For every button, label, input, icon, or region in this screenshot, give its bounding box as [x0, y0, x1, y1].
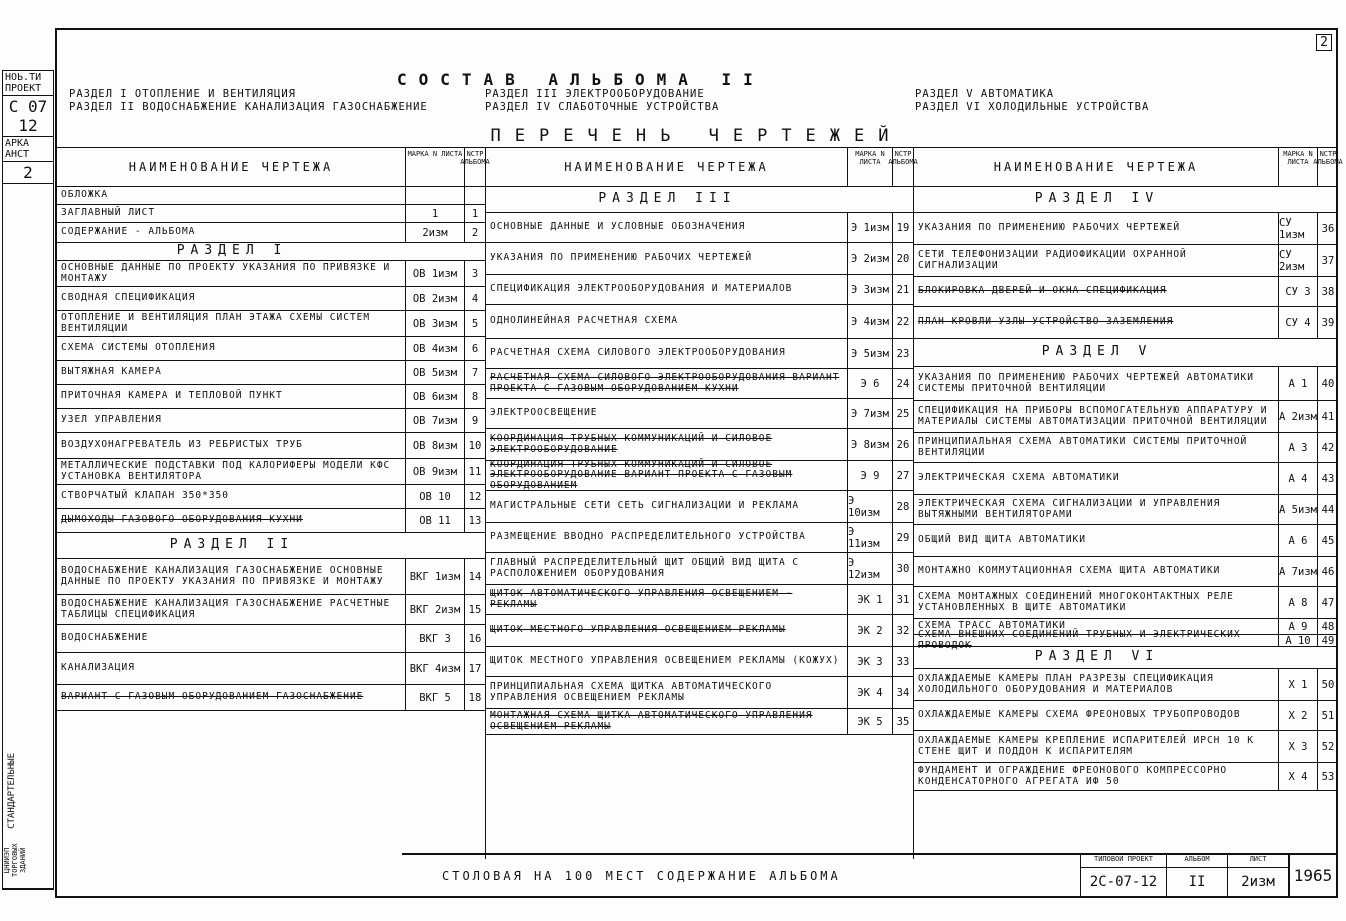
drawing-mark: 1: [405, 205, 464, 222]
drawing-name: РАЗДЕЛ VI: [1034, 649, 1160, 665]
drawing-mark: [1280, 187, 1318, 212]
drawing-name: СХЕМА ТРАСС АВТОМАТИКИ: [918, 620, 1066, 632]
header-mark: МАРКА N ЛИСТА: [405, 148, 464, 186]
drawing-page: 22: [892, 305, 913, 338]
drawings-list-title: ПЕРЕЧЕНЬ ЧЕРТЕЖЕЙ: [490, 126, 903, 146]
drawing-mark: ОВ 8изм: [405, 433, 464, 458]
drawing-row: [486, 647, 913, 677]
drawing-page: 43: [1317, 463, 1338, 494]
drawing-row: [914, 367, 1338, 401]
section-line: РАЗДЕЛ V АВТОМАТИКА: [915, 88, 1055, 100]
album-label: АЛЬБОМ: [1167, 855, 1227, 868]
drawing-name: ВАРИАНТ С ГАЗОВЫМ ОБОРУДОВАНИЕМ ГАЗОСНАБЖЕНИЕ: [61, 691, 364, 703]
drawing-page: 37: [1317, 245, 1338, 276]
drawing-row: [914, 495, 1338, 525]
drawing-name: ЭЛЕКТРИЧЕСКАЯ СХЕМА СИГНАЛИЗАЦИИ И УПРАВЛЕНИЯ ВЫТЯЖНЫМИ ВЕНТИЛЯТОРАМИ: [918, 498, 1221, 520]
drawing-name: ОХЛАЖДАЕМЫЕ КАМЕРЫ КРЕПЛЕНИЕ ИСПАРИТЕЛЕЙ ИРСН 10 К СТЕНЕ ЩИТ И ПОДДОН К ИСПАРИТЕЛЯМ: [918, 735, 1254, 757]
drawing-page: 18: [464, 685, 485, 710]
drawing-name: ОХЛАЖДАЕМЫЕ КАМЕРЫ ПЛАН РАЗРЕЗЫ СПЕЦИФИКАЦИЯ ХОЛОДИЛЬНОГО ОБОРУДОВАНИЯ И МАТЕРИАЛОВ: [918, 673, 1214, 695]
section-row: [914, 187, 1338, 213]
drawing-name: РАЗДЕЛ V: [1041, 344, 1153, 360]
drawing-page: 35: [892, 709, 913, 734]
header-mark: МАРКА N ЛИСТА: [1278, 148, 1317, 186]
side-project-number: С 07 12: [3, 96, 53, 137]
drawing-row: [486, 339, 913, 369]
drawing-mark: ОВ 10: [405, 485, 464, 508]
drawing-row: [914, 307, 1338, 339]
drawing-page: 25: [892, 399, 913, 428]
drawing-row: [57, 409, 485, 433]
drawing-page: 17: [464, 653, 485, 684]
drawing-page: 4: [464, 287, 485, 310]
side-project-label: НОЬ.ТИ ПРОЕКТ: [3, 71, 53, 96]
header-mark: МАРКА N ЛИСТА: [847, 148, 892, 186]
section-line: РАЗДЕЛ I ОТОПЛЕНИЕ И ВЕНТИЛЯЦИЯ: [69, 88, 296, 100]
drawing-mark: Э 10изм: [847, 491, 892, 522]
drawing-row: [57, 361, 485, 385]
drawing-page: [893, 187, 913, 212]
drawing-name: ЩИТОК АВТОМАТИЧЕСКОГО УПРАВЛЕНИЯ ОСВЕЩЕНИЕМ - РЕКЛАМЫ: [490, 588, 793, 610]
drawing-row: [914, 401, 1338, 433]
drawing-row: [57, 559, 485, 595]
drawing-page: 8: [464, 385, 485, 408]
drawing-mark: А 10: [1278, 635, 1317, 646]
drawing-mark: А 8: [1278, 587, 1317, 618]
drawing-name: ВОДОСНАБЖЕНИЕ КАНАЛИЗАЦИЯ ГАЗОСНАБЖЕНИЕ ОСНОВНЫЕ ДАННЫЕ ПО ПРОЕКТУ УКАЗАНИЯ ПО ПРИВЯЗКЕ И МОНТАЖУ: [61, 565, 384, 587]
drawing-page: 19: [892, 213, 913, 242]
drawing-mark: [849, 187, 893, 212]
drawing-mark: ОВ 11: [405, 509, 464, 532]
drawing-sheet: [55, 28, 1343, 898]
drawing-name: КООРДИНАЦИЯ ТРУБНЫХ КОММУНИКАЦИЙ И СИЛОВОЕ ЭЛЕКТРООБОРУДОВАНИЕ: [490, 433, 773, 455]
drawing-row: [486, 553, 913, 585]
drawing-name: СХЕМА МОНТАЖНЫХ СОЕДИНЕНИЙ МНОГОКОНТАКТНЫХ РЕЛЕ УСТАНОВЛЕННЫХ В ЩИТЕ АВТОМАТИКИ: [918, 591, 1234, 613]
section-line: РАЗДЕЛ VI ХОЛОДИЛЬНЫЕ УСТРОЙСТВА: [915, 101, 1150, 113]
drawing-row: [914, 701, 1338, 731]
drawing-mark: ЭК 3: [847, 647, 892, 676]
drawing-mark: Х 1: [1278, 669, 1317, 700]
drawing-name: ЩИТОК МЕСТНОГО УПРАВЛЕНИЯ ОСВЕЩЕНИЕМ РЕКЛАМЫ (КОЖУХ): [490, 655, 840, 667]
drawing-row: [57, 433, 485, 459]
drawing-page: 24: [892, 369, 913, 398]
drawing-row: [914, 629, 1338, 651]
drawing-name: ПЛАН КРОВЛИ УЗЛЫ УСТРОЙСТВО ЗАЗЕМЛЕНИЯ: [918, 316, 1174, 328]
drawing-page: 48: [1317, 619, 1338, 634]
side-rotated-text: СТАНДАРТЕЛЬНЫЕ: [7, 753, 17, 829]
sections-mid: [485, 88, 719, 114]
drawing-page: [1318, 187, 1338, 212]
drawing-mark: А 7изм: [1278, 557, 1317, 586]
drawing-name: СПЕЦИФИКАЦИЯ НА ПРИБОРЫ ВСПОМОГАТЕЛЬНУЮ АППАРАТУРУ И МАТЕРИАЛЫ СИСТЕМЫ АВТОМАТИЗАЦИИ ПРИТОЧНОЙ ВЕНТИЛЯЦИИ: [918, 405, 1268, 427]
drawing-row: [57, 685, 485, 711]
drawing-mark: ОВ 4изм: [405, 337, 464, 360]
institute-stamp: ЦНИИЭП ТОРГОВЫХ ЗДАНИЙ: [3, 833, 53, 889]
drawing-mark: ОВ 3изм: [405, 311, 464, 336]
drawing-row: [914, 463, 1338, 495]
album-title: СОСТАВ АЛЬБОМА II: [397, 70, 765, 89]
drawing-page: 52: [1317, 731, 1338, 762]
drawing-page: 26: [892, 429, 913, 460]
drawing-name: БЛОКИРОВКА ДВЕРЕЙ И ОКНА СПЕЦИФИКАЦИЯ: [918, 285, 1167, 297]
drawing-name: ЭЛЕКТРИЧЕСКАЯ СХЕМА АВТОМАТИКИ: [918, 472, 1120, 484]
drawing-row: [914, 245, 1338, 277]
section-line: РАЗДЕЛ II ВОДОСНАБЖЕНИЕ КАНАЛИЗАЦИЯ ГАЗОСНАБЖЕНИЕ: [69, 101, 428, 113]
drawing-name: РАЗДЕЛ I: [176, 243, 288, 259]
drawing-mark: Х 2: [1278, 701, 1317, 730]
drawing-name: ЗАГЛАВНЫЙ ЛИСТ: [61, 207, 156, 219]
drawings-column-1: [57, 147, 490, 859]
drawing-row: [914, 213, 1338, 245]
header-name: НАИМЕНОВАНИЕ ЧЕРТЕЖА: [993, 160, 1199, 174]
drawing-page: 49: [1317, 635, 1338, 646]
drawing-name: РАЗДЕЛ IV: [1034, 191, 1160, 207]
drawing-mark: ВКГ 2изм: [405, 595, 464, 624]
drawing-name: СВОДНАЯ СПЕЦИФИКАЦИЯ: [61, 292, 196, 304]
drawing-name: ОХЛАЖДАЕМЫЕ КАМЕРЫ СХЕМА ФРЕОНОВЫХ ТРУБОПРОВОДОВ: [918, 709, 1241, 721]
side-stamp-column: [2, 70, 54, 890]
drawing-name: ЩИТОК МЕСТНОГО УПРАВЛЕНИЯ ОСВЕЩЕНИЕМ РЕКЛАМЫ: [490, 624, 786, 636]
drawing-page: 41: [1317, 401, 1338, 432]
section-row: [914, 647, 1338, 669]
drawing-page: 3: [464, 261, 485, 286]
drawing-page: 40: [1317, 367, 1338, 400]
drawing-mark: А 2изм: [1278, 401, 1317, 432]
drawing-page: 50: [1317, 669, 1338, 700]
drawing-row: [486, 585, 913, 615]
drawing-row: [914, 557, 1338, 587]
drawing-name: МОНТАЖНО КОММУТАЦИОННАЯ СХЕМА ЩИТА АВТОМАТИКИ: [918, 565, 1221, 577]
drawing-name: РАЗДЕЛ III: [598, 191, 737, 207]
drawing-row: [914, 525, 1338, 557]
drawing-row: [486, 458, 913, 491]
drawing-row: [57, 287, 485, 311]
drawing-row: [914, 731, 1338, 763]
drawing-page: [465, 533, 485, 558]
drawing-name: ВОДОСНАБЖЕНИЕ: [61, 632, 149, 644]
drawing-name: ПРИТОЧНАЯ КАМЕРА И ТЕПЛОВОЙ ПУНКТ: [61, 390, 283, 402]
drawing-row: [57, 385, 485, 409]
drawing-name: ЭЛЕКТРООСВЕЩЕНИЕ: [490, 407, 598, 419]
section-row: [57, 243, 485, 261]
drawing-page: 5: [464, 311, 485, 336]
drawing-page: 16: [464, 625, 485, 652]
drawing-row: [486, 275, 913, 305]
drawing-page: 14: [464, 559, 485, 594]
title-block-album: [1166, 855, 1227, 896]
drawing-name: УКАЗАНИЯ ПО ПРИМЕНЕНИЮ РАБОЧИХ ЧЕРТЕЖЕЙ АВТОМАТИКИ СИСТЕМЫ ПРИТОЧНОЙ ВЕНТИЛЯЦИИ: [918, 372, 1254, 394]
drawing-page: [1318, 339, 1338, 366]
drawing-row: [57, 187, 485, 205]
sections-right: [915, 88, 1149, 114]
drawing-page: 42: [1317, 433, 1338, 462]
drawing-mark: [407, 243, 465, 260]
drawing-page: [465, 243, 485, 260]
drawing-page: 34: [892, 677, 913, 708]
sheet-value: 2изм: [1241, 874, 1275, 890]
drawing-name: ОСНОВНЫЕ ДАННЫЕ И УСЛОВНЫЕ ОБОЗНАЧЕНИЯ: [490, 221, 746, 233]
drawing-mark: [405, 187, 464, 204]
drawing-mark: Э 3изм: [847, 275, 892, 304]
drawing-page: 53: [1317, 763, 1338, 790]
title-block: [402, 853, 1336, 896]
section-line: РАЗДЕЛ IV СЛАБОТОЧНЫЕ УСТРОЙСТВА: [485, 101, 720, 113]
drawing-row: [57, 261, 485, 287]
drawing-page: 32: [892, 615, 913, 646]
drawing-mark: А 3: [1278, 433, 1317, 462]
drawing-name: УЗЕЛ УПРАВЛЕНИЯ: [61, 414, 162, 426]
drawing-row: [486, 615, 913, 647]
drawing-page: 11: [464, 459, 485, 484]
drawing-row: [914, 587, 1338, 619]
drawing-name: ДЫМОХОДЫ ГАЗОВОГО ОБОРУДОВАНИЯ КУХНИ: [61, 514, 303, 526]
drawing-page: 1: [464, 205, 485, 222]
drawing-mark: ОВ 7изм: [405, 409, 464, 432]
drawing-mark: ЭК 2: [847, 615, 892, 646]
drawing-name: УКАЗАНИЯ ПО ПРИМЕНЕНИЮ РАБОЧИХ ЧЕРТЕЖЕЙ: [490, 252, 753, 264]
drawing-page: 36: [1317, 213, 1338, 244]
drawing-name: ОТОПЛЕНИЕ И ВЕНТИЛЯЦИЯ ПЛАН ЭТАЖА СХЕМЫ СИСТЕМ ВЕНТИЛЯЦИИ: [61, 312, 371, 334]
drawing-mark: [407, 533, 465, 558]
drawing-row: [57, 337, 485, 361]
section-row: [486, 187, 913, 213]
drawing-mark: ОВ 5изм: [405, 361, 464, 384]
drawing-page: 51: [1317, 701, 1338, 730]
drawing-page: 39: [1317, 307, 1338, 338]
drawing-mark: Э 9: [847, 461, 892, 490]
drawing-row: [486, 369, 913, 399]
drawing-row: [486, 523, 913, 553]
drawing-name: МОНТАЖНАЯ СХЕМА ЩИТКА АВТОМАТИЧЕСКОГО УПРАВЛЕНИЯ ОСВЕЩЕНИЕМ РЕКЛАМЫ: [490, 710, 813, 732]
page-number: 2: [1316, 34, 1332, 51]
drawing-name: РАСЧЕТНАЯ СХЕМА СИЛОВОГО ЭЛЕКТРООБОРУДОВАНИЯ: [490, 347, 786, 359]
drawing-row: [486, 677, 913, 709]
title-block-project: [1080, 855, 1166, 896]
project-value: 2С-07-12: [1089, 874, 1158, 890]
drawing-mark: СУ 3: [1278, 277, 1317, 306]
drawings-column-2: [485, 147, 918, 859]
drawing-row: [57, 205, 485, 223]
drawing-mark: Э 8изм: [847, 429, 892, 460]
drawing-name: РАСЧЕТНАЯ СХЕМА СИЛОВОГО ЭЛЕКТРООБОРУДОВАНИЯ ВАРИАНТ ПРОЕКТА С ГАЗОВЫМ ОБОРУДОВАНИЕМ КУХНИ: [490, 372, 840, 394]
header-name: НАИМЕНОВАНИЕ ЧЕРТЕЖА: [128, 160, 334, 174]
drawing-name: СОДЕРЖАНИЕ - АЛЬБОМА: [61, 226, 196, 238]
drawing-page: 12: [464, 485, 485, 508]
header-sheet: NСТР АЛЬБОМА: [892, 148, 913, 186]
album-value: II: [1188, 874, 1206, 890]
drawing-row: [914, 277, 1338, 307]
drawing-mark: А 4: [1278, 463, 1317, 494]
drawing-name: СПЕЦИФИКАЦИЯ ЭЛЕКТРООБОРУДОВАНИЯ И МАТЕРИАЛОВ: [490, 283, 793, 295]
drawing-mark: Э 1изм: [847, 213, 892, 242]
title-block-name: СТОЛОВАЯ НА 100 МЕСТ СОДЕРЖАНИЕ АЛЬБОМА: [442, 868, 841, 883]
drawing-name: ФУНДАМЕНТ И ОГРАЖДЕНИЕ ФРЕОНОВОГО КОМПРЕССОРНО КОНДЕНСАТОРНОГО АГРЕГАТА ИФ 50: [918, 765, 1228, 787]
drawing-page: 38: [1317, 277, 1338, 306]
drawing-mark: Э 5изм: [847, 339, 892, 368]
drawing-name: ОДНОЛИНЕЙНАЯ РАСЧЕТНАЯ СХЕМА: [490, 315, 679, 327]
drawings-column-3: [913, 147, 1343, 859]
drawing-name: ПРИНЦИПИАЛЬНАЯ СХЕМА АВТОМАТИКИ СИСТЕМЫ ПРИТОЧНОЙ ВЕНТИЛЯЦИИ: [918, 436, 1248, 458]
drawing-row: [57, 625, 485, 653]
album-composition: [57, 68, 1336, 113]
drawing-row: [57, 485, 485, 509]
column-header: [486, 148, 918, 187]
drawing-name: ОБЩИЙ ВИД ЩИТА АВТОМАТИКИ: [918, 534, 1086, 546]
drawing-page: 46: [1317, 557, 1338, 586]
drawing-name: ОСНОВНЫЕ ДАННЫЕ ПО ПРОЕКТУ УКАЗАНИЯ ПО ПРИВЯЗКЕ И МОНТАЖУ: [61, 262, 391, 284]
drawing-page: 27: [892, 461, 913, 490]
drawing-page: 7: [464, 361, 485, 384]
drawing-page: 33: [892, 647, 913, 676]
drawing-name: ГЛАВНЫЙ РАСПРЕДЕЛИТЕЛЬНЫЙ ЩИТ ОБЩИЙ ВИД ЩИТА С РАСПОЛОЖЕНИЕМ ОБОРУДОВАНИЯ: [490, 557, 800, 579]
drawing-mark: ЭК 1: [847, 585, 892, 614]
section-row: [57, 533, 485, 559]
drawing-name: КАНАЛИЗАЦИЯ: [61, 662, 135, 674]
column-header: [57, 148, 490, 187]
side-album-label: АРКА АНСТ: [3, 137, 53, 162]
drawing-name: КООРДИНАЦИЯ ТРУБНЫХ КОММУНИКАЦИЙ И СИЛОВОЕ ЭЛЕКТРООБОРУДОВАНИЕ ВАРИАНТ ПРОЕКТА С ГАЗОВЫМ ОБОРУДОВАНИЕМ: [490, 458, 793, 491]
drawing-row: [914, 669, 1338, 701]
drawing-row: [914, 763, 1338, 791]
drawing-name: ВОЗДУХОНАГРЕВАТЕЛЬ ИЗ РЕБРИСТЫХ ТРУБ: [61, 439, 303, 451]
drawing-page: 9: [464, 409, 485, 432]
drawing-name: УКАЗАНИЯ ПО ПРИМЕНЕНИЮ РАБОЧИХ ЧЕРТЕЖЕЙ: [918, 222, 1181, 234]
drawing-name: РАЗДЕЛ II: [169, 537, 295, 553]
header-name: НАИМЕНОВАНИЕ ЧЕРТЕЖА: [564, 160, 769, 174]
drawing-name: ВЫТЯЖНАЯ КАМЕРА: [61, 366, 162, 378]
drawing-mark: ЭК 4: [847, 677, 892, 708]
drawing-page: 20: [892, 243, 913, 274]
drawing-name: ВОДОСНАБЖЕНИЕ КАНАЛИЗАЦИЯ ГАЗОСНАБЖЕНИЕ РАСЧЕТНЫЕ ТАБЛИЦЫ СПЕЦИФИКАЦИЯ: [61, 598, 391, 620]
project-label: ТИПОВОЙ ПРОЕКТ: [1081, 855, 1166, 868]
drawing-row: [486, 305, 913, 339]
drawing-row: [486, 243, 913, 275]
drawing-mark: Э 2изм: [847, 243, 892, 274]
drawing-name: СЕТИ ТЕЛЕФОНИЗАЦИИ РАДИОФИКАЦИИ ОХРАННОЙ СИГНАЛИЗАЦИИ: [918, 249, 1187, 271]
drawing-name: МЕТАЛЛИЧЕСКИЕ ПОДСТАВКИ ПОД КАЛОРИФЕРЫ МОДЕЛИ КФС УСТАНОВКА ВЕНТИЛЯТОРА: [61, 460, 391, 482]
drawing-name: МАГИСТРАЛЬНЫЕ СЕТИ СЕТЬ СИГНАЛИЗАЦИИ И РЕКЛАМА: [490, 500, 800, 512]
drawing-page: [1318, 647, 1338, 668]
drawing-name: РАЗМЕЩЕНИЕ ВВОДНО РАСПРЕДЕЛИТЕЛЬНОГО УСТРОЙСТВА: [490, 531, 806, 543]
drawing-mark: ВКГ 3: [405, 625, 464, 652]
drawing-name: СТВОРЧАТЫЙ КЛАПАН 350*350: [61, 490, 229, 502]
drawing-mark: Э 12изм: [847, 553, 892, 584]
drawing-page: 28: [892, 491, 913, 522]
drawing-page: 13: [464, 509, 485, 532]
drawing-name: СХЕМА ВНЕШНИХ СОЕДИНЕНИЙ ТРУБНЫХ И ЭЛЕКТРИЧЕСКИХ ПРОВОДОК: [918, 629, 1241, 651]
drawing-row: [486, 213, 913, 243]
sections-left: [69, 88, 428, 114]
drawing-mark: ОВ 1изм: [405, 261, 464, 286]
drawing-mark: ЭК 5: [847, 709, 892, 734]
drawing-name: СХЕМА СИСТЕМЫ ОТОПЛЕНИЯ: [61, 342, 216, 354]
drawing-mark: Э 4изм: [847, 305, 892, 338]
column-header: [914, 148, 1343, 187]
drawing-name: ОБЛОЖКА: [61, 189, 109, 201]
drawing-mark: А 6: [1278, 525, 1317, 556]
drawing-page: 47: [1317, 587, 1338, 618]
drawing-page: 44: [1317, 495, 1338, 524]
title-block-year: 1965: [1288, 855, 1336, 896]
drawing-row: [486, 709, 913, 735]
drawing-row: [57, 223, 485, 243]
drawing-page: 6: [464, 337, 485, 360]
drawing-mark: Х 3: [1278, 731, 1317, 762]
drawing-mark: СУ 1изм: [1278, 213, 1317, 244]
drawing-page: 15: [464, 595, 485, 624]
side-album-number: 2: [3, 162, 53, 184]
drawing-row: [486, 399, 913, 429]
drawing-row: [57, 595, 485, 625]
drawing-mark: [1280, 647, 1318, 668]
drawing-page: 10: [464, 433, 485, 458]
drawing-mark: СУ 4: [1278, 307, 1317, 338]
drawing-page: 23: [892, 339, 913, 368]
drawing-mark: Х 4: [1278, 763, 1317, 790]
drawing-page: 21: [892, 275, 913, 304]
drawing-mark: 2изм: [405, 223, 464, 242]
drawing-mark: ВКГ 4изм: [405, 653, 464, 684]
drawing-row: [57, 509, 485, 533]
sheet-label: ЛИСТ: [1228, 855, 1288, 868]
drawing-mark: ОВ 6изм: [405, 385, 464, 408]
drawing-page: 2: [464, 223, 485, 242]
drawing-row: [486, 429, 913, 461]
drawing-page: 29: [892, 523, 913, 552]
drawing-row: [57, 459, 485, 485]
drawing-mark: А 9: [1278, 619, 1317, 634]
drawing-row: [486, 491, 913, 523]
drawing-mark: Э 7изм: [847, 399, 892, 428]
drawing-page: [464, 187, 485, 204]
drawing-mark: Э 6: [847, 369, 892, 398]
drawing-mark: СУ 2изм: [1278, 245, 1317, 276]
section-line: РАЗДЕЛ III ЭЛЕКТРООБОРУДОВАНИЕ: [485, 88, 705, 100]
drawing-name: ПРИНЦИПИАЛЬНАЯ СХЕМА ЩИТКА АВТОМАТИЧЕСКОГО УПРАВЛЕНИЯ ОСВЕЩЕНИЕМ РЕКЛАМЫ: [490, 681, 773, 703]
drawing-mark: А 1: [1278, 367, 1317, 400]
title-block-sheet: [1227, 855, 1288, 896]
drawing-row: [914, 433, 1338, 463]
drawing-mark: ОВ 2изм: [405, 287, 464, 310]
drawing-mark: [1280, 339, 1318, 366]
drawing-row: [57, 653, 485, 685]
drawing-page: 31: [892, 585, 913, 614]
drawing-page: 30: [892, 553, 913, 584]
section-row: [914, 339, 1338, 367]
header-sheet: NСТР АЛЬБОМА: [1317, 148, 1338, 186]
drawing-row: [57, 311, 485, 337]
header-sheet: NСТР АЛЬБОМА: [464, 148, 485, 186]
drawing-mark: ВКГ 1изм: [405, 559, 464, 594]
drawing-mark: А 5изм: [1278, 495, 1317, 524]
drawing-mark: ВКГ 5: [405, 685, 464, 710]
drawing-mark: Э 11изм: [847, 523, 892, 552]
drawing-page: 45: [1317, 525, 1338, 556]
drawing-mark: ОВ 9изм: [405, 459, 464, 484]
